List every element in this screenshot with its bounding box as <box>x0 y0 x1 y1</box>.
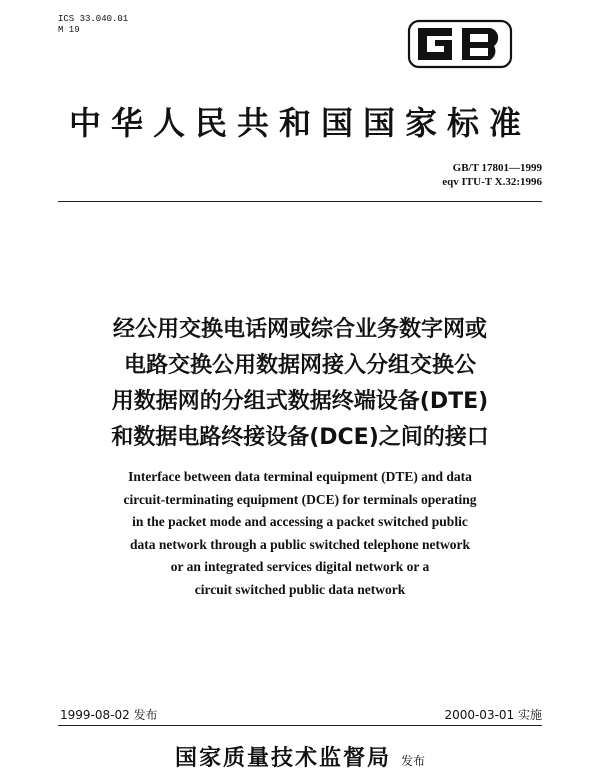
english-title-line: circuit switched public data network <box>194 581 406 597</box>
equivalent-standard: eqv ITU-T X.32:1996 <box>442 176 542 188</box>
class-code: M 19 <box>58 25 80 35</box>
implementation-date: 2000-03-01 实施 <box>444 708 542 722</box>
chinese-title-line: 经公用交换电话网或综合业务数字网或 <box>112 317 487 342</box>
english-title-line: circuit-terminating equipment (DCE) for terminals operating <box>123 491 477 507</box>
english-title-line: data network through a public switched telephone network <box>130 536 470 552</box>
national-standard-title: 中华人民共和国国家标准 <box>68 104 531 142</box>
chinese-title-line: 用数据网的分组式数据终端设备(DTE) <box>111 389 489 414</box>
chinese-title <box>40 312 560 456</box>
publisher <box>0 741 600 772</box>
ics-code: ICS 33.040.01 <box>58 14 129 24</box>
chinese-title-line: 和数据电路终接设备(DCE)之间的接口 <box>111 425 489 450</box>
top-divider <box>58 201 542 202</box>
english-title-line: or an integrated services digital network or a <box>170 559 430 574</box>
gb-logo <box>406 18 514 70</box>
ics-classification <box>58 14 128 36</box>
publisher-suffix: 发布 <box>401 754 426 768</box>
publisher-name: 国家质量技术监督局 <box>174 745 391 771</box>
issue-date: 1999-08-02 发布 <box>60 708 158 722</box>
bottom-divider <box>58 725 542 726</box>
english-title-line: in the packet mode and accessing a packet switched public <box>132 514 468 529</box>
standard-number: GB/T 17801—1999 <box>452 162 542 174</box>
chinese-title-line: 电路交换公用数据网接入分组交换公 <box>123 353 476 378</box>
standard-numbers <box>442 161 542 189</box>
english-title <box>40 466 560 601</box>
english-title-line: Interface between data terminal equipment (DTE) and data <box>128 469 472 484</box>
